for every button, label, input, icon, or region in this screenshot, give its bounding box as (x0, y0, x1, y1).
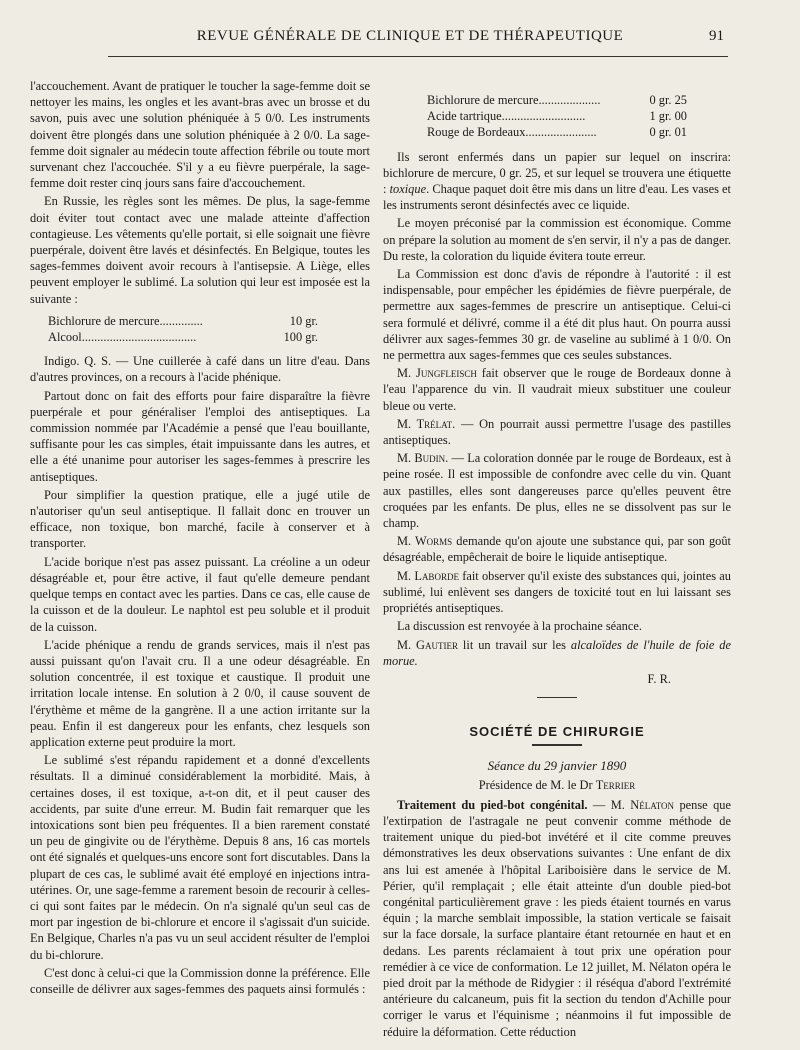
text: . Chaque paquet doit être mis dans un litre d'eau. Les vases et les instruments seront désinfectés avec ce liquide. (383, 182, 731, 213)
speaker-name: M. Trélat. (397, 416, 456, 431)
formula-ingredient: Rouge de Bordeaux....................... (427, 125, 597, 140)
formula-row (427, 108, 687, 124)
right-column (383, 92, 731, 1042)
paragraph (383, 450, 731, 531)
text: fait observer qu'il existe des substances qui, jointes au sublimé, lui enlèvent ses dangers de toxicité tout en lui laissant ses propriétés antiseptiques. (383, 568, 731, 616)
formula-ingredient: Bichlorure de mercure.............. (48, 313, 203, 328)
session-date: Séance du 29 janvier 1890 (487, 758, 627, 774)
speaker-name: M. Worms (397, 534, 453, 549)
paragraph: La Commission est donc d'avis de répondre à l'autorité : il est indispensable, pour empêcher les épidémies de fièvre puerpérale, de permettre aux sages-femmes de prescrire un antiseptique. Celui-ci sera formulé et délivré, comme il a été dit plus haut. On pourra aussi délivrer aux sages-femmes 30 gr. de vaseline au sublimé à 1 0/0. On ne permettra aux sages-femmes que ces seules substances. (383, 267, 731, 363)
formula-commission (427, 92, 731, 141)
formula-quantity: 0 gr. 01 (649, 125, 687, 140)
formula-row (427, 92, 687, 108)
text: — On pourrait aussi permettre l'usage des pastilles antiseptiques. (383, 416, 731, 448)
formula-row (427, 124, 687, 140)
paragraph: L'acide borique n'est pas assez puissant. La créoline a un odeur désagréable et, pour être active, il faut qu'elle demeure pendant quelque temps en contact avec les parties. Dans ce cas, elle cause de la cuisson et de la douleur. Le naphtol est peu soluble et il produit de la cuisson. (30, 554, 370, 634)
page-header (110, 28, 750, 50)
title-rule (532, 744, 582, 746)
formula-row (48, 329, 318, 345)
left-column (30, 78, 370, 999)
society-section (383, 724, 731, 793)
paragraph: En Russie, les règles sont les mêmes. De plus, la sage-femme doit éviter tout contact avec une malade atteinte d'affection contagieuse. Les vêtements qu'elle portait, si elle soignait une fièvre puerpérale, doivent être lavés et désinfectés. En Belgique, toutes les sages-femmes doivent avoir recours à l'antisepsie. A Liège, elles peuvent employer le sublimé. La solution qui leur est imposée est la suivante : (30, 194, 370, 306)
paragraph: Indigo. Q. S. — Une cuillerée à café dans un litre d'eau. Dans d'autres provinces, on a recours à l'acide phénique. (30, 354, 370, 385)
paragraph: C'est donc à celui-ci que la Commission donne la préférence. Elle conseille de délivrer aux sages-femmes des paquets ainsi formulés : (30, 965, 370, 996)
speaker-name: M. Laborde (397, 568, 459, 583)
paragraph (383, 149, 731, 214)
formula-liege (48, 313, 370, 345)
formula-ingredient: Acide tartrique........................... (427, 109, 586, 124)
section-divider (537, 697, 577, 698)
text: Ils seront enfermés dans un papier sur lequel on inscrira: bichlorure de mercure, 0 gr. 25, et sur lequel se trouvera une étiquette : (383, 149, 731, 197)
paragraph (383, 533, 731, 565)
running-title: REVUE GÉNÉRALE DE CLINIQUE ET DE THÉRAPEUTIQUE (196, 28, 624, 44)
speaker-name: M. Gautier (397, 637, 458, 652)
header-rule (108, 56, 728, 57)
text: pense que l'extirpation de l'astragale ne peut convenir comme méthode de traitement unique du pied-bot invétéré et il cite comme preuves démonstratives les deux observations suivantes : Une enfant de dix ans lui est amenée à l'hôpital Lariboisière dans le service de M. Périer, qu'il remplaçait ; elle était atteinte d'un double pied-bot congénital particulièrement grave : les pieds étaient tournés en varus équin ; la marche semblait impossible, la station verticale se faisait sur la face dorsale, la surface plantaire étant retournée en haut et en dedans. Les parents réclamaient à tout prix une opération pour remédier à ce vice de conformation. Le 12 juillet, M. Nélaton opéra le pied droit par la méthode de Ridygier : il réséqua d'abord l'extrémité antérieure du calcaneum, puis fit la section du tendon d'Achille pour corriger le varus et l'équinisme ; néanmoins il fut impossible de réduire la déformation. Cette réduction (383, 797, 731, 1039)
paragraph: Le moyen préconisé par la commission est économique. Comme on prépare la solution au moment de s'en servir, il n'y a pas de danger. Du reste, la coloration du liquide évitera toute erreur. (383, 216, 731, 263)
paragraph (383, 797, 731, 1040)
president-name: Terrier (595, 777, 636, 792)
label-toxique: toxique (389, 182, 427, 197)
formula-quantity: 100 gr. (283, 330, 318, 345)
formula-quantity: 10 gr. (289, 313, 318, 328)
paragraph: Pour simplifier la question pratique, elle a jugé utile de n'autoriser qu'un seul antiseptique. Il fallait donc en trouver un efficace, non toxique, bon marché, facile à conserver et à transporter. (30, 487, 370, 551)
paragraph: l'accouchement. Avant de pratiquer le toucher la sage-femme doit se nettoyer les mains, les ongles et les avant-bras avec un brosse et du savon, puis avec une solution phéniquée à 5 0/0. Les instruments doivent être plongés dans une solution phéniquée à 2 0/0. La sage-femme doit signaler au médecin toute affection fébrile ou toute mort survenant chez l'accouchée. S'il y a eu fièvre puerpérale, la sage-femme doit rester cinq jours sans faire d'accouchement. (30, 79, 370, 191)
paragraph (383, 365, 731, 414)
paragraph: Le sublimé s'est répandu rapidement et a donné d'excellents résultats. Il a diminué considérablement la morbidité. Mais, à certaines doses, il est toxique, a-t-on dit, et il peut causer des accidents, par suite d'une erreur. M. Budin fait remarquer que les intoxications sont bien peu fréquentes. Il a bien rarement constaté un peu de gingivite ou de l'érythème. Depuis 8 ans, 16 cas mortels ont été signalés et quelques-uns encore sont fort discutables. Dans la plupart de ces cas, le sublimé avait été employé en injections intra-utérines. Or, une sage-femme a rarement besoin de recourir à celles-ci qui sont faites par le médecin. On n'a signalé qu'un seul cas de mort par ingestion de bi-chlorure et encore il s'agissait d'un suicide. En Belgique, Charles n'a pas vu un seul accident résulter de l'emploi du bi-chlorure. (30, 753, 370, 962)
text: Présidence de M. le Dr (478, 777, 596, 792)
paragraph: Partout donc on fait des efforts pour faire disparaître la fièvre puerpérale et pour généraliser l'emploi des antiseptiques. La commission nommée par l'Académie a pensé que l'eau bouillante, suffisante pour les cas simples, était impuissante dans les autres, et elle a été unanime pour autoriser les sages-femmes à prescrire les antiseptiques. (30, 388, 370, 484)
article-title: Traitement du pied-bot congénital. (397, 797, 588, 812)
signature: F. R. (647, 671, 671, 686)
formula-quantity: 0 gr. 25 (649, 93, 687, 107)
formula-ingredient: Alcool..................................... (48, 330, 197, 345)
paragraph: L'acide phénique a rendu de grands services, mais il n'est pas aussi puissant qu'on l'avait cru. Il a une odeur désagréable. En solution concentrée, il est toxique et caustique. Il produit une irritation locale intense. En solution à 2 0/0, il cause souvent de l'érythème et même de la gangrène. Il a une action irritante sur la peau. Enfin il est dangereux pour les enfants, chez lesquels son application externe peut produire la mort. (30, 637, 370, 749)
paragraph (383, 637, 731, 669)
formula-row (48, 313, 318, 329)
paragraph (383, 568, 731, 617)
presidence (383, 777, 731, 793)
text: fait observer que le rouge de Bordeaux donne à l'eau l'apparence du vin. Il vaudrait mieux substituer une couleur bleue ou verte. (383, 366, 731, 413)
paragraph (383, 416, 731, 448)
page-number: 91 (709, 28, 724, 44)
speaker-name: M. Jungfleisch (397, 366, 477, 381)
text: lit un travail sur les (458, 637, 571, 652)
speaker-name: M. Budin. (397, 451, 449, 466)
paragraph: La discussion est renvoyée à la prochaine séance. (397, 619, 642, 634)
speaker-name: M. Nélaton (610, 797, 675, 812)
formula-ingredient: Bichlorure de mercure.................... (427, 93, 601, 107)
formula-quantity: 1 gr. 00 (649, 109, 687, 124)
text: — La coloration donnée par le rouge de Bordeaux, est à peine rosée. Il est impossible de confondre avec celle du vin. Quant aux pastilles, elles sont dangereuses parce qu'elles peuvent être croquées par les enfants. De plus, elles ne se dissolvent pas sur le champ. (383, 451, 732, 531)
text: — (587, 797, 611, 812)
text: demande qu'on ajoute une substance qui, par son goût désagréable, empêcherait de boire le liquide antiseptique. (383, 534, 731, 565)
work-title: alcaloïdes de l'huile de foie de morue. (383, 637, 731, 668)
section-title: SOCIÉTÉ DE CHIRURGIE (469, 724, 645, 740)
